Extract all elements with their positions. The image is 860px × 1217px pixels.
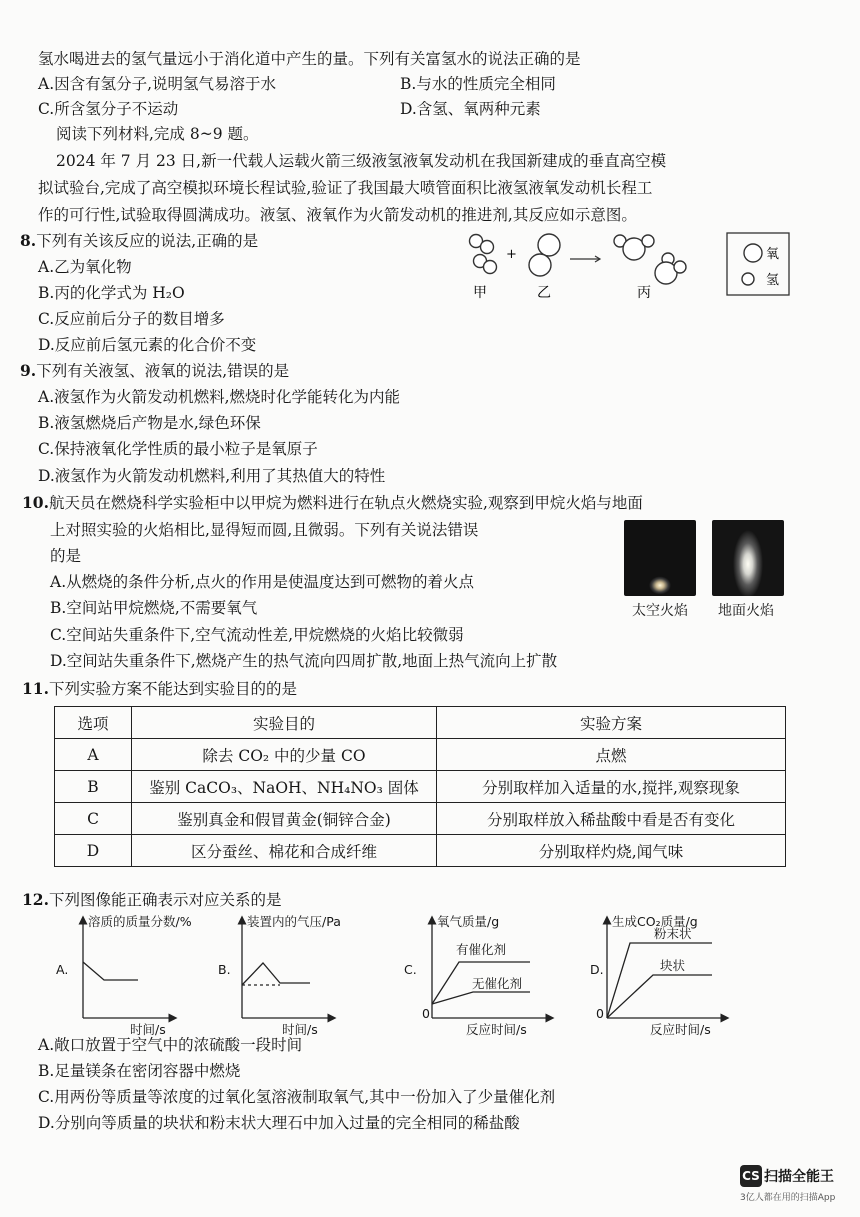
question-8 [20, 230, 258, 252]
graph-a-ylabel: 溶质的质量分数/% [88, 914, 192, 929]
table-cell: 分别取样灼烧,闻气味 [437, 835, 786, 867]
question-number: 8. [20, 231, 37, 250]
table-header: 选项 [55, 707, 132, 739]
graph-d-origin: 0 [596, 1006, 604, 1021]
option-a: A.因含有氢分子,说明氢气易溶于水 [38, 75, 277, 93]
table-cell: 除去 CO₂ 中的少量 CO [132, 739, 437, 771]
graph-d-ylabel: 生成CO₂质量/g [612, 914, 698, 929]
table-row [55, 803, 786, 835]
option-a: A.液氢作为火箭发动机燃料,燃烧时化学能转化为内能 [38, 388, 401, 406]
legend-hydrogen: 氢 [766, 273, 780, 288]
reading-paragraph-line: 拟试验台,完成了高空模拟环境长程试验,验证了我国最大喷管面积比液氢液氧发动机长程工 [38, 179, 653, 197]
graph-c-series-catalyst: 有催化剂 [456, 942, 507, 957]
option-b: B.丙的化学式为 H₂O [38, 284, 185, 302]
option-c: C.所含氢分子不运动 [38, 100, 179, 118]
label-jia: 甲 [473, 285, 487, 301]
table-header: 实验方案 [437, 707, 786, 739]
graph-b-letter: B. [218, 962, 231, 977]
graph-c-ylabel: 氧气质量/g [437, 914, 500, 929]
legend-oxygen: 氧 [766, 247, 780, 262]
ground-flame-caption: 地面火焰 [718, 603, 774, 619]
question-number: 11. [22, 679, 49, 698]
question-stem: 下列有关该反应的说法,正确的是 [36, 232, 259, 250]
option-b: B.空间站甲烷燃烧,不需要氧气 [50, 599, 258, 617]
question-stem-line: 上对照实验的火焰相比,显得短而圆,且微弱。下列有关说法错误 [50, 521, 479, 539]
graph-c-xlabel: 反应时间/s [466, 1022, 527, 1036]
reading-paragraph-line: 2024 年 7 月 23 日,新一代载人运载火箭三级液氢液氧发动机在我国新建成的垂直高空模 [56, 152, 667, 170]
table-header-row [55, 707, 786, 739]
option-c: C.反应前后分子的数目增多 [38, 310, 225, 328]
graph-c-origin: 0 [422, 1006, 430, 1021]
reading-paragraph-line: 作的可行性,试验取得圆满成功。液氢、液氧作为火箭发动机的推进剂,其反应如示意图。 [38, 206, 637, 224]
question-stem: 下列有关液氢、液氧的说法,错误的是 [36, 362, 290, 380]
graph-a-xlabel: 时间/s [130, 1022, 166, 1036]
experiment-table [54, 706, 786, 867]
graph-a-letter: A. [56, 962, 69, 977]
graph-b-ylabel: 装置内的气压/Pa [247, 914, 341, 929]
table-row [55, 835, 786, 867]
option-b: B.足量镁条在密闭容器中燃烧 [38, 1062, 241, 1080]
option-c: C.用两份等质量等浓度的过氧化氢溶液制取氧气,其中一份加入了少量催化剂 [38, 1088, 556, 1106]
question-11 [22, 678, 297, 700]
table-cell: A [55, 739, 132, 771]
table-cell: 分别取样加入适量的水,搅拌,观察现象 [437, 771, 786, 803]
scanner-tagline: 3亿人都在用的扫描App [740, 1193, 836, 1203]
question-stem-line: 的是 [50, 547, 82, 565]
graph-b-xlabel: 时间/s [282, 1022, 318, 1036]
label-yi: 乙 [537, 285, 551, 301]
table-header: 实验目的 [132, 707, 437, 739]
scanner-logo: CS [740, 1165, 762, 1187]
space-flame-photo [624, 520, 696, 596]
question-stem: 下列图像能正确表示对应关系的是 [48, 891, 282, 909]
table-cell: D [55, 835, 132, 867]
table-cell: 鉴别真金和假冒黄金(铜锌合金) [132, 803, 437, 835]
option-c: C.保持液氧化学性质的最小粒子是氧原子 [38, 440, 318, 458]
option-a: A.从燃烧的条件分析,点火的作用是使温度达到可燃物的着火点 [50, 573, 475, 591]
graph-d-letter: D. [590, 962, 604, 977]
option-d: D.液氢作为火箭发动机燃料,利用了其热值大的特性 [38, 467, 386, 485]
ground-flame-photo [712, 520, 784, 596]
table-cell: C [55, 803, 132, 835]
plus-sign: + [506, 247, 517, 262]
option-b: B.液氢燃烧后产物是水,绿色环保 [38, 414, 261, 432]
scanner-name: 扫描全能王 [764, 1169, 834, 1185]
graph-b [242, 920, 332, 1018]
scanner-watermark [740, 1165, 835, 1203]
reading-instruction: 阅读下列材料,完成 8~9 题。 [56, 125, 259, 143]
graph-c-letter: C. [404, 962, 417, 977]
label-bing: 丙 [637, 285, 651, 301]
reaction-diagram [440, 225, 800, 315]
table-cell: 点燃 [437, 739, 786, 771]
option-c: C.空间站失重条件下,空气流动性差,甲烷燃烧的火焰比较微弱 [50, 626, 464, 644]
table-cell: 分别取样放入稀盐酸中看是否有变化 [437, 803, 786, 835]
graph-d-xlabel: 反应时间/s [650, 1022, 711, 1036]
graph-d-series-powder: 粉末状 [654, 926, 692, 941]
space-flame-caption: 太空火焰 [632, 603, 688, 619]
table-cell: 鉴别 CaCO₃、NaOH、NH₄NO₃ 固体 [132, 771, 437, 803]
question-9 [20, 360, 289, 382]
option-a: A.敞口放置于空气中的浓硫酸一段时间 [38, 1036, 303, 1054]
question-stem: 航天员在燃烧科学实验柜中以甲烷为燃料进行在轨点火燃烧实验,观察到甲烷火焰与地面 [48, 494, 643, 512]
table-cell: 区分蚕丝、棉花和合成纤维 [132, 835, 437, 867]
graph-a [83, 920, 173, 1018]
question-stem: 下列实验方案不能达到实验目的的是 [48, 680, 297, 698]
option-d: D.反应前后氢元素的化合价不变 [38, 336, 257, 354]
question-10 [22, 492, 643, 514]
option-b: B.与水的性质完全相同 [400, 75, 556, 93]
option-d: D.含氢、氧两种元素 [400, 100, 541, 118]
table-cell: B [55, 771, 132, 803]
graphs-area [40, 910, 740, 1036]
legend-box [727, 233, 789, 295]
question-number: 10. [22, 493, 49, 512]
option-d: D.分别向等质量的块状和粉末状大理石中加入过量的完全相同的稀盐酸 [38, 1114, 520, 1132]
graph-c [432, 920, 550, 1018]
option-d: D.空间站失重条件下,燃烧产生的热气流向四周扩散,地面上热气流向上扩散 [50, 652, 558, 670]
question-number: 12. [22, 890, 49, 909]
question-12 [22, 889, 281, 911]
question-number: 9. [20, 361, 37, 380]
table-row [55, 739, 786, 771]
table-row [55, 771, 786, 803]
graph-d-series-block: 块状 [660, 958, 686, 973]
intro-line: 氢水喝进去的氢气量远小于消化道中产生的量。下列有关富氢水的说法正确的是 [38, 50, 581, 68]
option-a: A.乙为氧化物 [38, 258, 132, 276]
graph-c-series-no-catalyst: 无催化剂 [472, 976, 523, 991]
